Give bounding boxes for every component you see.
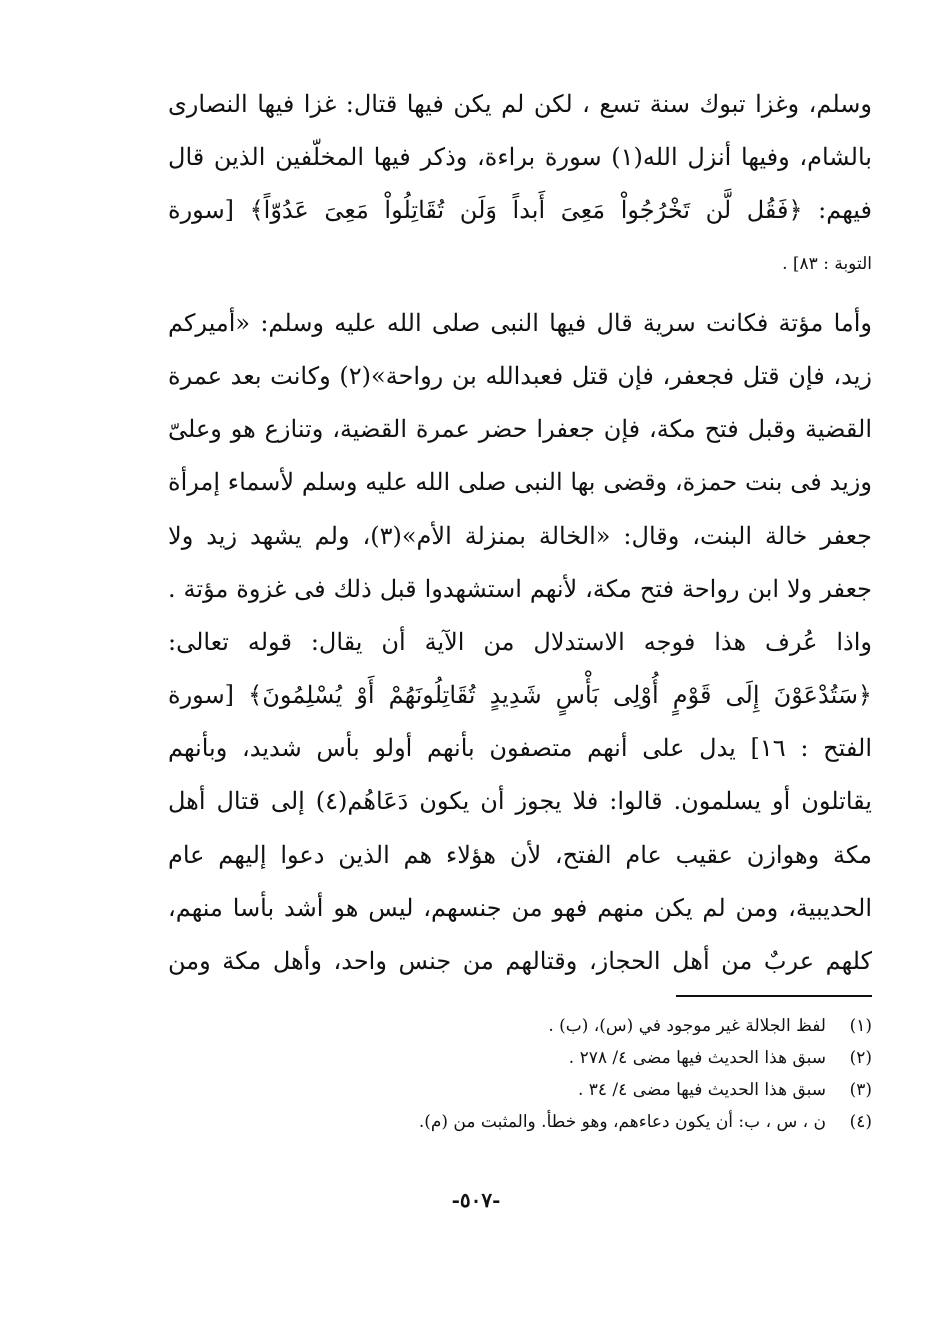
footnote bbox=[300, 1074, 872, 1106]
body-line: كلهم عربٌ من أهل الحجاز، وقتالهم من جنس واحد، وأهل مكة ومن bbox=[168, 947, 872, 975]
body-text bbox=[168, 78, 872, 988]
footnote bbox=[300, 1042, 872, 1074]
body-line: فيهم: ﴿فَقُل لَّن تَخْرُجُواْ مَعِىَ أَبداً وَلَن تُقَاتِلُواْ مَعِىَ عَدُوّاً﴾ [سورة bbox=[168, 196, 872, 225]
body-line: القضية وقبل فتح مكة، فإن جعفرا حضر عمرة القضية، وتنازع هو وعلىّ bbox=[168, 415, 872, 444]
footnote bbox=[300, 1106, 872, 1138]
footnote-number: (٣) bbox=[849, 1080, 872, 1100]
body-line: واذا عُرف هذا فوجه الاستدلال من الآية أن يقال: قوله تعالى: bbox=[168, 627, 872, 656]
body-line: وأما مؤتة فكانت سرية قال فيها النبى صلى الله عليه وسلم: «أميركم bbox=[168, 308, 872, 337]
footnote bbox=[300, 1010, 872, 1042]
body-line: وزيد فى بنت حمزة، وقضى بها النبى صلى الله عليه وسلم لأسماء إمرأة bbox=[168, 468, 872, 497]
body-line: وسلم، وغزا تبوك سنة تسع ، لكن لم يكن فيها قتال: غزا فيها النصارى bbox=[168, 90, 872, 118]
footnote-text: لفظ الجلالة غير موجود في (س)، (ب) . bbox=[548, 1016, 826, 1036]
body-line: جعفر ولا ابن رواحة فتح مكة، لأنهم استشهدوا قبل ذلك فى غزوة مؤتة . bbox=[168, 574, 872, 603]
footnotes bbox=[300, 1010, 872, 1138]
body-line: مكة وهوازن عقيب عام الفتح، لأن هؤلاء هم الذين دعوا إليهم عام bbox=[168, 840, 872, 869]
footnote-divider bbox=[676, 995, 872, 997]
footnote-number: (٤) bbox=[849, 1112, 872, 1132]
footnote-number: (١) bbox=[849, 1016, 872, 1036]
body-line: يقاتلون أو يسلمون. قالوا: فلا يجوز أن يكون دَعَاهُم(٤) إلى قتال أهل bbox=[168, 787, 872, 816]
body-line: جعفر خالة البنت، وقال: «الخالة بمنزلة الأم»(٣)، ولم يشهد زيد ولا bbox=[168, 521, 872, 550]
body-line: زيد، فإن قتل فجعفر، فإن قتل فعبدالله بن رواحة»(٢) وكانت بعد عمرة bbox=[168, 361, 872, 390]
body-line: التوبة : ٨٣] . bbox=[782, 253, 872, 274]
footnote-text: سبق هذا الحديث فيها مضى ٤/ ٢٧٨ . bbox=[568, 1048, 826, 1068]
footnote-number: (٢) bbox=[849, 1048, 872, 1068]
body-line: الفتح : ١٦] يدل على أنهم متصفون بأنهم أولو بأس شديد، وبأنهم bbox=[168, 734, 872, 763]
page-number: -٥٠٧- bbox=[451, 1188, 501, 1212]
body-line: بالشام، وفيها أنزل الله(١) سورة براءة، وذكر فيها المخلّفين الذين قال bbox=[168, 143, 872, 172]
footnote-text: سبق هذا الحديث فيها مضى ٤/ ٣٤ . bbox=[577, 1080, 826, 1100]
body-line: ﴿سَتُدْعَوْنَ إِلَى قَوْمٍ أُوْلِى بَأْسٍ شَدِيدٍ تُقَاتِلُونَهُمْ أَوْ يُسْلِمُونَ﴾ [سورة bbox=[168, 681, 872, 710]
footnote-text: ن ، س ، ب: أن يكون دعاءهم، وهو خطأ. والمثبت من (م). bbox=[418, 1112, 826, 1132]
body-line: الحديبية، ومن لم يكن منهم فهو من جنسهم، ليس هو أشد بأسا منهم، bbox=[168, 893, 872, 922]
